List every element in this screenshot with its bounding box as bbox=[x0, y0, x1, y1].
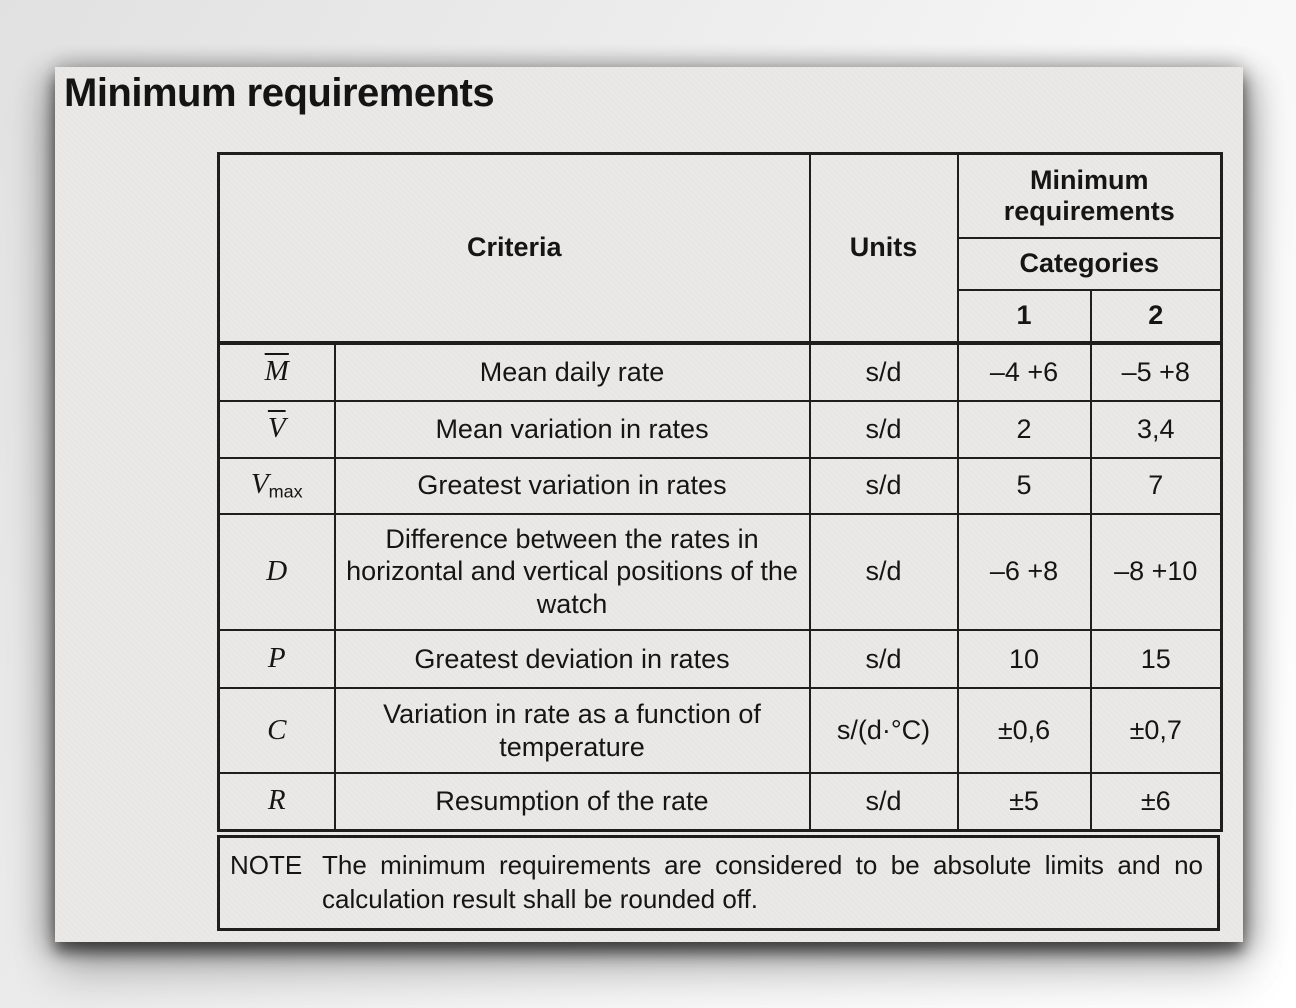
table-row bbox=[219, 514, 1222, 631]
category-1-header-cell: 1 bbox=[958, 290, 1091, 343]
criterion-symbol: R bbox=[267, 784, 286, 817]
row-symbol-cell bbox=[219, 343, 335, 401]
row-criteria-cell: Difference between the rates in horizontal and vertical positions of the watch bbox=[335, 514, 810, 631]
row-criteria-cell: Resumption of the rate bbox=[335, 773, 810, 830]
row-symbol-cell bbox=[219, 773, 335, 830]
row-criteria-cell: Mean daily rate bbox=[335, 343, 810, 401]
row-category-2-cell: 15 bbox=[1091, 630, 1222, 688]
row-units-cell: s/d bbox=[810, 343, 958, 401]
row-criteria-cell: Greatest variation in rates bbox=[335, 458, 810, 514]
row-units-cell: s/(d·°C) bbox=[810, 688, 958, 773]
row-category-1-cell: 10 bbox=[958, 630, 1091, 688]
table-row bbox=[219, 458, 1222, 514]
category-2-header-cell: 2 bbox=[1091, 290, 1222, 343]
page-title: Minimum requirements bbox=[64, 71, 495, 115]
requirements-table-container bbox=[217, 152, 1220, 931]
table-row bbox=[219, 773, 1222, 830]
min-requirements-header-cell: Minimum requirements bbox=[958, 154, 1222, 238]
table-body bbox=[219, 343, 1222, 831]
row-units-cell: s/d bbox=[810, 458, 958, 514]
requirements-table bbox=[217, 152, 1223, 832]
row-category-2-cell: –5 +8 bbox=[1091, 343, 1222, 401]
row-symbol-cell bbox=[219, 688, 335, 773]
criterion-symbol-subscript: max bbox=[268, 481, 303, 502]
criterion-symbol: $\overline{M}$ bbox=[264, 354, 289, 387]
row-units-cell: s/d bbox=[810, 630, 958, 688]
row-category-1-cell: 2 bbox=[958, 401, 1091, 458]
row-criteria-cell: Greatest deviation in rates bbox=[335, 630, 810, 688]
categories-header-cell: Categories bbox=[958, 238, 1222, 290]
criterion-symbol: D bbox=[266, 554, 288, 587]
note-box bbox=[217, 835, 1220, 932]
criterion-symbol: C bbox=[267, 713, 287, 746]
row-category-2-cell: –8 +10 bbox=[1091, 514, 1222, 631]
table-row bbox=[219, 688, 1222, 773]
table-row bbox=[219, 401, 1222, 458]
note-text: The minimum requirements are considered to be absolute limits and no calculation result shall be rounded off. bbox=[322, 849, 1203, 914]
row-symbol-cell bbox=[219, 401, 335, 458]
criterion-symbol: $\overline{V}$ bbox=[267, 411, 286, 444]
row-symbol-cell bbox=[219, 514, 335, 631]
criterion-symbol: P bbox=[267, 642, 286, 675]
row-category-2-cell: ±0,7 bbox=[1091, 688, 1222, 773]
scanned-page bbox=[55, 67, 1243, 942]
units-header-cell: Units bbox=[810, 154, 958, 343]
row-units-cell: s/d bbox=[810, 773, 958, 830]
row-category-1-cell: ±5 bbox=[958, 773, 1091, 830]
table-row bbox=[219, 343, 1222, 401]
criterion-symbol: V bbox=[250, 468, 269, 501]
table-header bbox=[219, 154, 1222, 343]
row-units-cell: s/d bbox=[810, 514, 958, 631]
row-symbol-cell bbox=[219, 458, 335, 514]
row-category-1-cell: 5 bbox=[958, 458, 1091, 514]
row-symbol-cell bbox=[219, 630, 335, 688]
row-category-1-cell: –6 +8 bbox=[958, 514, 1091, 631]
table-row bbox=[219, 630, 1222, 688]
note-label: NOTE bbox=[230, 849, 303, 880]
row-category-2-cell: ±6 bbox=[1091, 773, 1222, 830]
row-criteria-cell: Mean variation in rates bbox=[335, 401, 810, 458]
row-units-cell: s/d bbox=[810, 401, 958, 458]
criteria-header-cell: Criteria bbox=[219, 154, 810, 343]
row-criteria-cell: Variation in rate as a function of temperature bbox=[335, 688, 810, 773]
row-category-2-cell: 7 bbox=[1091, 458, 1222, 514]
row-category-2-cell: 3,4 bbox=[1091, 401, 1222, 458]
row-category-1-cell: ±0,6 bbox=[958, 688, 1091, 773]
row-category-1-cell: –4 +6 bbox=[958, 343, 1091, 401]
